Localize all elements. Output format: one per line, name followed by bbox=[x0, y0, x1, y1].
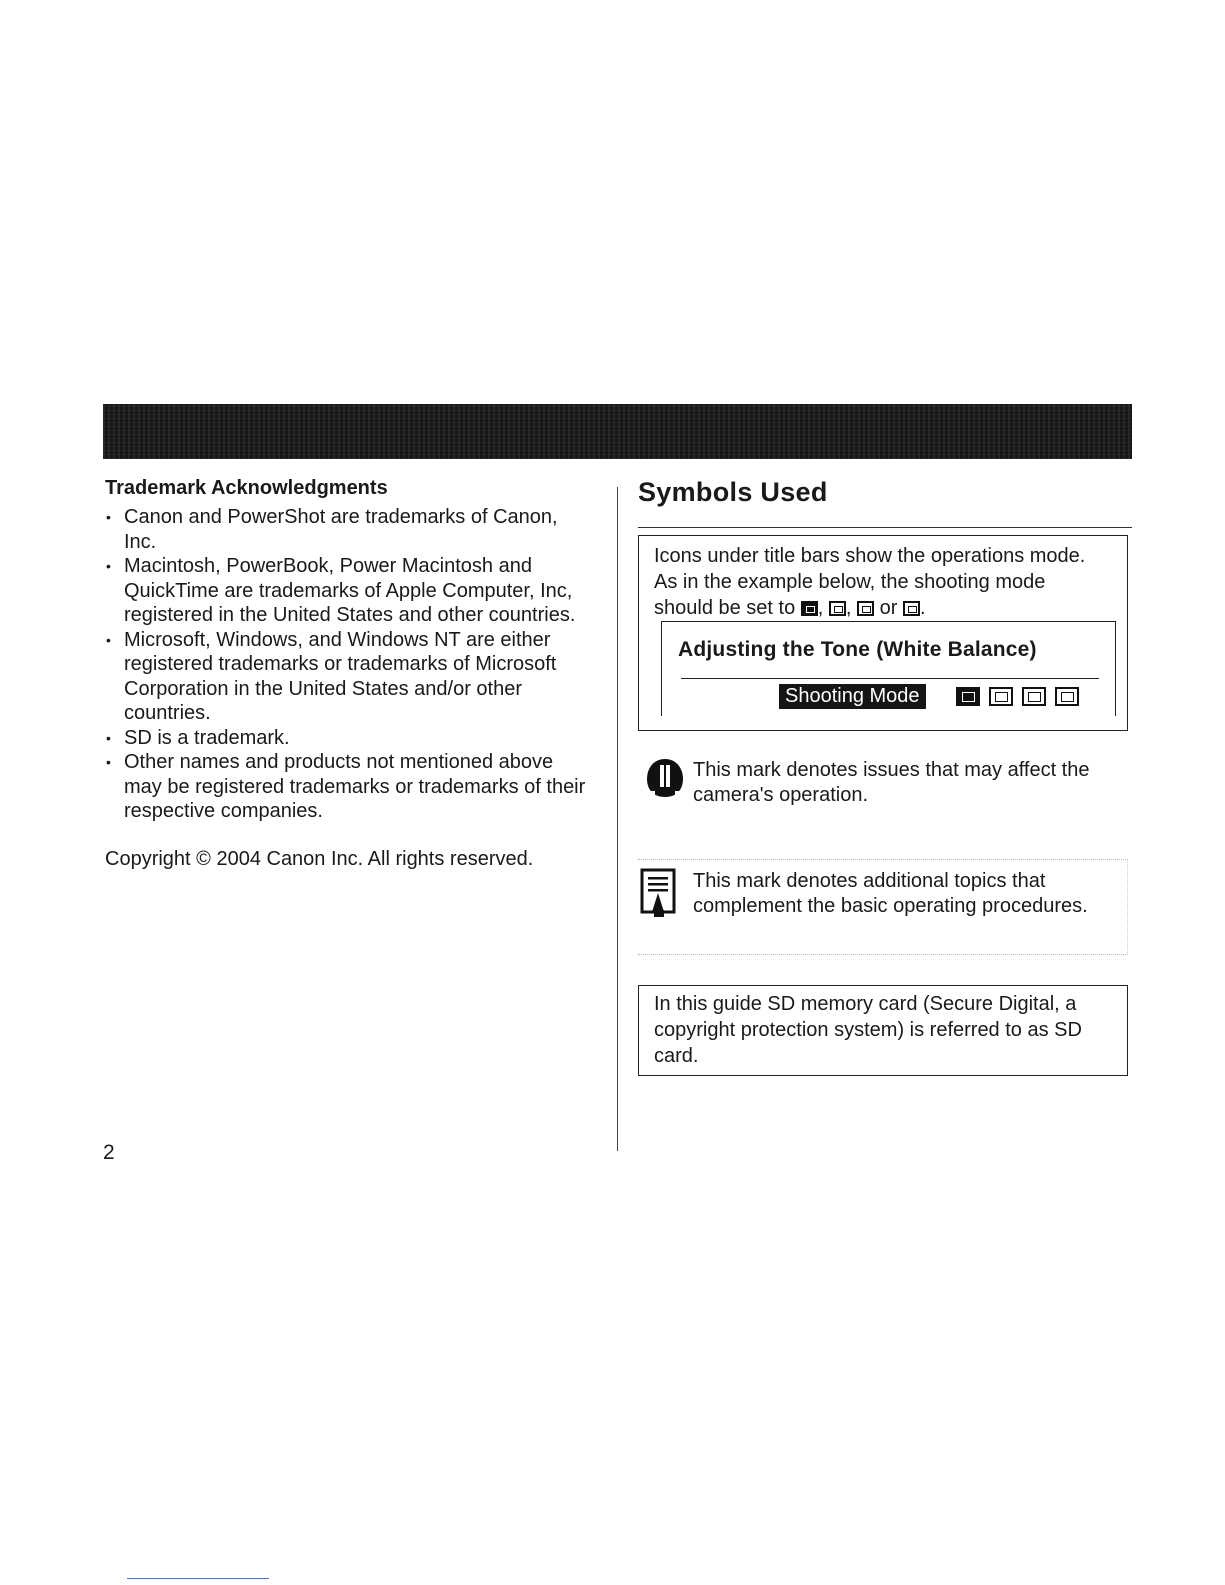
trademark-heading: Trademark Acknowledgments bbox=[105, 477, 388, 499]
stitch-right-mode-icon bbox=[1022, 687, 1046, 706]
separator-comma: , bbox=[845, 597, 852, 619]
trademark-item: • SD is a trademark. bbox=[105, 726, 595, 751]
manual-mode-icon bbox=[801, 601, 818, 616]
caution-text: This mark denotes issues that may affect the camera's operation. bbox=[693, 759, 1090, 806]
mode-text-prefix: should be set to bbox=[654, 597, 796, 619]
mode-explanation-text bbox=[654, 543, 1124, 621]
movie-mode-icon bbox=[903, 601, 920, 616]
shooting-mode-label: Shooting Mode bbox=[779, 684, 926, 709]
mode-text-line1: Icons under title bars show the operations mode. bbox=[654, 545, 1086, 567]
stitch-left-mode-icon bbox=[829, 601, 846, 616]
page-number: 2 bbox=[103, 1141, 115, 1164]
trademark-item: • Microsoft, Windows, and Windows NT are either registered trademarks or trademarks of Microsoft Corporation in the United States and/or other countries. bbox=[105, 628, 595, 726]
or-word: or bbox=[879, 597, 898, 619]
copyright-notice: Copyright © 2004 Canon Inc. All rights reserved. bbox=[105, 847, 534, 870]
manual-mode-icon bbox=[956, 687, 980, 706]
heading-rule bbox=[638, 527, 1132, 528]
symbols-heading: Symbols Used bbox=[638, 477, 828, 507]
separator-comma: , bbox=[817, 597, 824, 619]
trademark-item: • Macintosh, PowerBook, Power Macintosh and QuickTime are trademarks of Apple Computer, Inc, registered in the United States and other countries. bbox=[105, 554, 595, 628]
trademark-column bbox=[105, 475, 595, 872]
example-rule bbox=[681, 678, 1099, 679]
symbols-column bbox=[638, 475, 1132, 1067]
footer-rule bbox=[127, 1578, 269, 1579]
example-title-bar bbox=[661, 621, 1116, 716]
movie-mode-icon bbox=[1055, 687, 1079, 706]
column-divider bbox=[617, 487, 618, 1151]
trademark-list bbox=[105, 505, 595, 824]
trademark-item: • Canon and PowerShot are trademarks of Canon, Inc. bbox=[105, 505, 595, 554]
mode-text-line2: As in the example below, the shooting mode bbox=[654, 571, 1046, 593]
mode-icons-row bbox=[956, 687, 1088, 711]
memo-text: This mark denotes additional topics that complement the basic operating procedures. bbox=[693, 870, 1088, 917]
stitch-right-mode-icon bbox=[857, 601, 874, 616]
sentence-end: . bbox=[919, 597, 926, 619]
stitch-left-mode-icon bbox=[989, 687, 1013, 706]
mode-explanation-box bbox=[638, 535, 1128, 731]
example-title: Adjusting the Tone (White Balance) bbox=[678, 638, 1037, 661]
trademark-item: • Other names and products not mentioned above may be registered trademarks or trademarks of their respective companies. bbox=[105, 750, 595, 824]
sd-card-note-text: In this guide SD memory card (Secure Digital, a copyright protection system) is referred to as SD card. bbox=[654, 993, 1082, 1067]
section-header-bar bbox=[103, 404, 1132, 459]
mode-text-line3 bbox=[654, 595, 1124, 621]
sd-card-note-box bbox=[638, 985, 1128, 1076]
caution-icon bbox=[643, 757, 687, 801]
memo-icon bbox=[640, 868, 678, 918]
